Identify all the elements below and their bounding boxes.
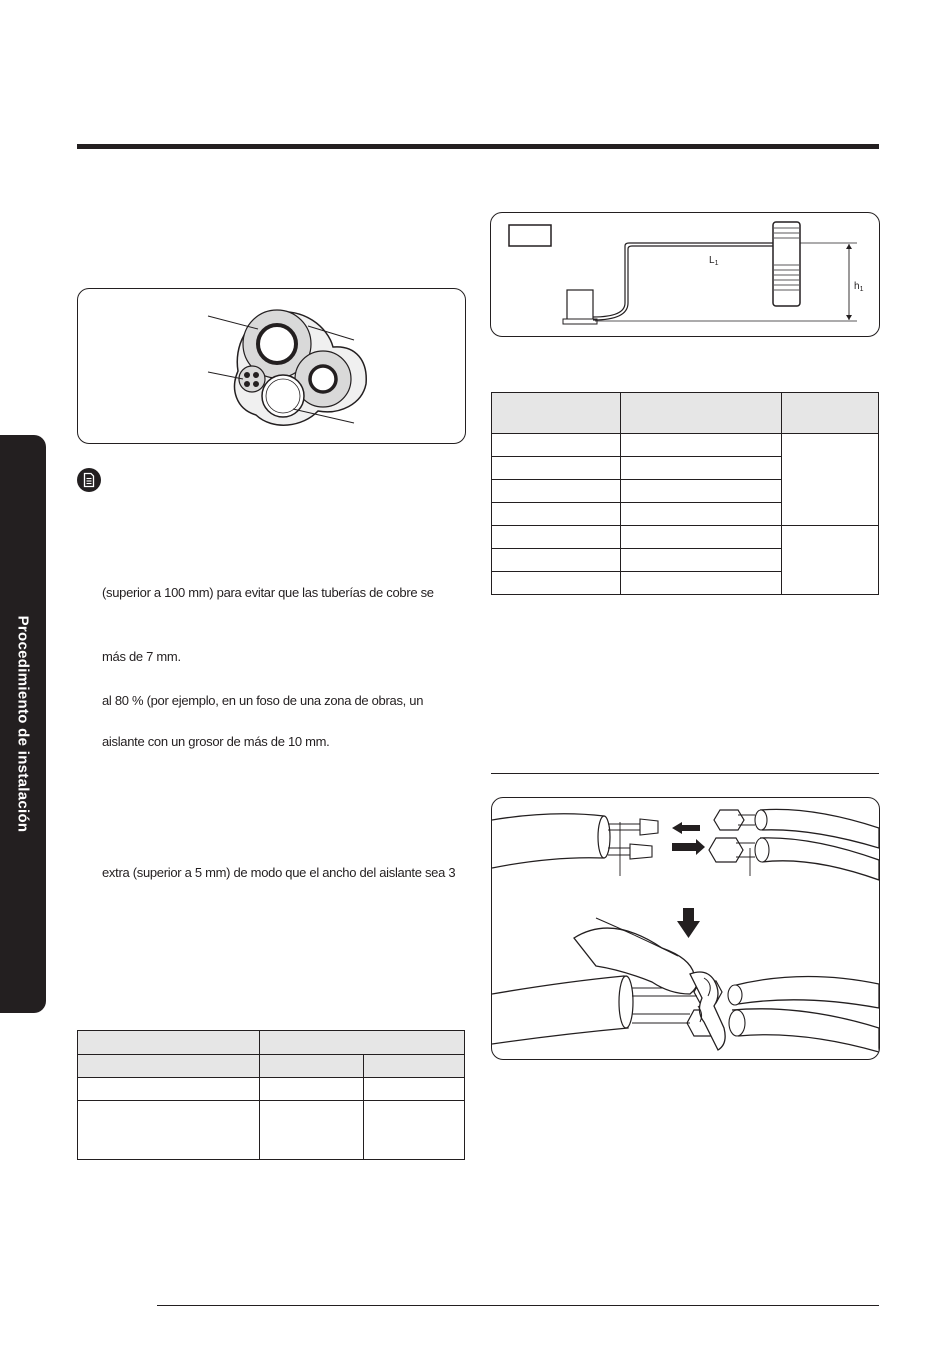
indoor-unit <box>773 222 800 306</box>
arrow-left-icon <box>672 822 700 834</box>
chapter-side-tab <box>0 435 46 1013</box>
body-text-line: más de 7 mm. <box>102 649 181 664</box>
body-text-line: aislante con un grosor de más de 10 mm. <box>102 734 330 749</box>
table-row <box>78 1101 465 1160</box>
pipe-connection-figure <box>491 797 880 1060</box>
arrow-down-icon <box>677 908 700 938</box>
table-row <box>78 1078 465 1101</box>
body-text-line: al 80 % (por ejemplo, en un foso de una zona de obras, un <box>102 693 424 708</box>
flare-nut <box>709 838 743 862</box>
arrow-right-icon <box>672 839 705 855</box>
large-pipe <box>258 325 296 363</box>
body-text-line: extra (superior a 5 mm) de modo que el ancho del aislante sea 3 <box>102 865 456 880</box>
pipe-cross-section-figure <box>77 288 466 444</box>
small-pipe <box>310 366 336 392</box>
body-text-line: (superior a 100 mm) para evitar que las tuberías de cobre se <box>102 585 434 600</box>
table-row <box>78 1031 465 1055</box>
top-rule <box>77 144 879 149</box>
pipe-length-drawing <box>491 213 879 336</box>
note-icon <box>77 468 101 492</box>
figure-tag-box <box>509 225 551 246</box>
footer-rule <box>157 1305 879 1306</box>
drain-hose <box>262 375 304 417</box>
pipe-cross-section-drawing <box>78 289 465 443</box>
section-rule <box>491 773 879 774</box>
h1-label: $h_1$ <box>854 281 864 293</box>
outdoor-unit <box>567 290 593 322</box>
pipe-length-table <box>491 392 879 595</box>
chapter-side-tab-label: Procedimiento de instalación <box>14 615 32 833</box>
pipe-length-figure <box>490 212 880 337</box>
table-row <box>492 434 879 457</box>
pipe-connection-drawing <box>492 798 879 1059</box>
table-row <box>492 393 879 434</box>
flare-nut <box>714 810 744 830</box>
table-row <box>78 1055 465 1078</box>
table-row <box>492 526 879 549</box>
l1-label: $L_1$ <box>709 255 719 267</box>
insulation-table <box>77 1030 465 1160</box>
